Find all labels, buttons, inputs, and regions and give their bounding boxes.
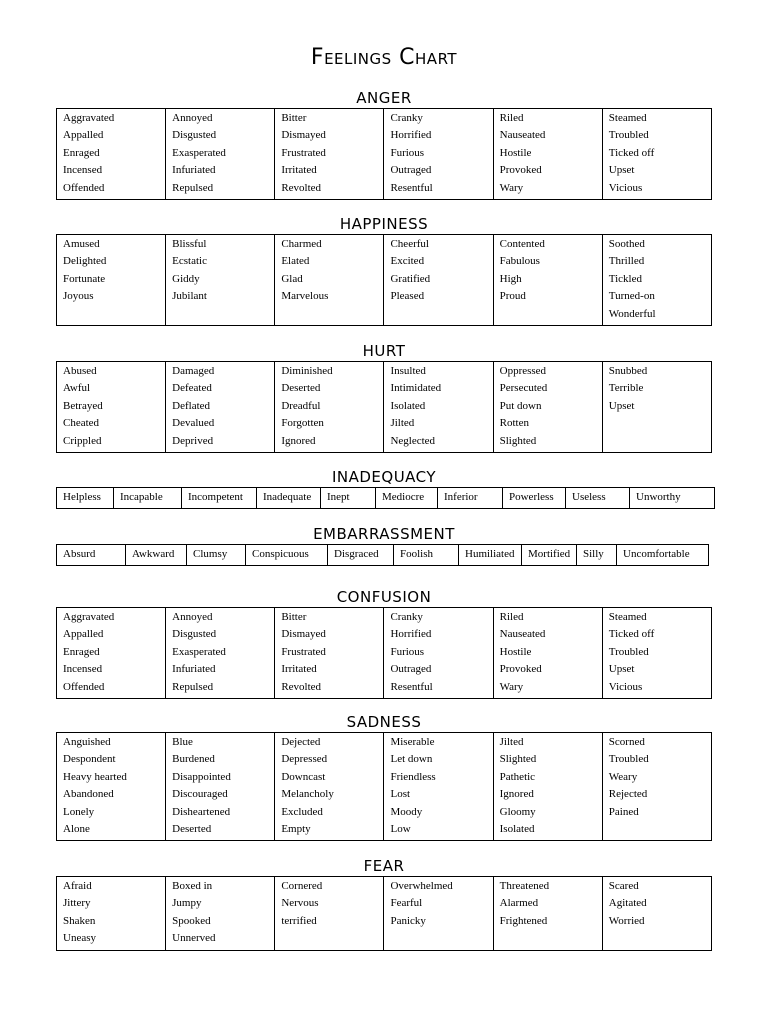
table-cell — [57, 109, 166, 200]
feeling-word: Uneasy — [63, 932, 96, 945]
feeling-word: Hostile — [499, 146, 532, 159]
feeling-word: Inferior — [438, 488, 503, 509]
feeling-word: Jilted — [390, 417, 415, 430]
feeling-word: Diminished — [281, 365, 333, 377]
feeling-word: Disappointed — [172, 770, 231, 783]
feeling-word: Awful — [63, 382, 91, 395]
feeling-word: Dismayed — [281, 129, 326, 142]
feeling-word: Worried — [608, 914, 645, 927]
happiness-table — [56, 234, 712, 326]
feeling-word: Enraged — [63, 645, 100, 658]
feeling-word: Unnerved — [172, 932, 216, 945]
table-row — [57, 877, 712, 951]
table-cell — [493, 109, 602, 200]
feeling-word: Alone — [63, 823, 90, 836]
feeling-word: Awkward — [126, 545, 187, 566]
table-cell — [166, 109, 275, 200]
feeling-word: Oppressed — [499, 365, 547, 377]
feeling-word: Cranky — [390, 611, 423, 623]
table-cell — [57, 733, 166, 841]
feeling-word: Boxed in — [172, 880, 213, 892]
feeling-word: Wonderful — [608, 307, 656, 320]
feeling-word: Pleased — [390, 290, 425, 303]
table-cell — [384, 362, 493, 453]
feeling-word: Isolated — [499, 823, 535, 836]
feeling-word: Infuriated — [172, 164, 216, 177]
feeling-word: Thrilled — [608, 255, 645, 268]
table-cell — [602, 877, 711, 951]
feeling-word: Dreadful — [281, 399, 321, 412]
feeling-word: Elated — [281, 255, 310, 268]
feeling-word: Helpless — [57, 488, 114, 509]
feeling-word: Irritated — [281, 663, 317, 676]
feeling-word: Threatened — [499, 880, 550, 892]
table-cell — [602, 235, 711, 326]
feeling-word: High — [499, 272, 522, 285]
feeling-word: Jubilant — [172, 290, 207, 303]
feeling-word: Nauseated — [499, 628, 546, 641]
section-heading-inadequacy: INADEQUACY — [331, 468, 437, 486]
feeling-word: Dejected — [281, 736, 321, 748]
section-heading-hurt: HURT — [362, 342, 406, 360]
feeling-word: Charmed — [281, 238, 322, 250]
section-heading-sadness: SADNESS — [346, 713, 422, 731]
feeling-word: terrified — [281, 914, 317, 927]
page-title: Feelings Chart — [310, 45, 458, 70]
feeling-word: Troubled — [608, 753, 649, 766]
section-heading-embarrassment: EMBARRASSMENT — [313, 525, 455, 543]
feeling-word: Burdened — [172, 753, 215, 766]
feeling-word: Deflated — [172, 399, 211, 412]
feeling-word: Upset — [608, 164, 635, 177]
feeling-word: Slighted — [499, 753, 537, 766]
feeling-word: Overwhelmed — [390, 880, 453, 892]
table-cell — [57, 235, 166, 326]
feeling-word: Inept — [321, 488, 376, 509]
table-cell — [602, 109, 711, 200]
feeling-word: Afraid — [63, 880, 92, 892]
table-cell — [493, 877, 602, 951]
feeling-word: Jilted — [499, 736, 524, 748]
feeling-word: Ecstatic — [172, 255, 207, 268]
feeling-word: Pathetic — [499, 770, 536, 783]
feeling-word: Proud — [499, 290, 526, 303]
table-cell — [384, 877, 493, 951]
feeling-word: Despondent — [63, 753, 116, 766]
feeling-word: Silly — [577, 545, 617, 566]
feeling-word: Incensed — [63, 663, 103, 676]
feeling-word: Gloomy — [499, 805, 536, 818]
feeling-word: Frightened — [499, 914, 548, 927]
feeling-word: Put down — [499, 399, 542, 412]
confusion-table — [56, 607, 712, 699]
table-cell — [275, 109, 384, 200]
feeling-word: Outraged — [390, 164, 432, 177]
feeling-word: Deprived — [172, 434, 214, 447]
feeling-word: Upset — [608, 399, 635, 412]
feeling-word: Miserable — [390, 736, 435, 748]
feeling-word: Scorned — [608, 736, 645, 748]
feeling-word: Deserted — [172, 823, 212, 836]
feeling-word: Unworthy — [630, 488, 715, 509]
table-cell — [493, 235, 602, 326]
table-cell — [166, 608, 275, 699]
feeling-word: Lonely — [63, 805, 95, 818]
table-cell — [275, 608, 384, 699]
feeling-word: Wary — [499, 181, 524, 194]
feeling-word: Horrified — [390, 628, 432, 641]
feeling-word: Isolated — [390, 399, 426, 412]
table-cell — [57, 877, 166, 951]
feeling-word: Powerless — [503, 488, 566, 509]
feeling-word: Provoked — [499, 164, 542, 177]
table-row — [57, 235, 712, 326]
feeling-word: Disheartened — [172, 805, 231, 818]
feeling-word: Ignored — [499, 788, 534, 801]
feeling-word: Discouraged — [172, 788, 228, 801]
section-heading-anger: ANGER — [356, 89, 412, 107]
feeling-word: Mortified — [522, 545, 577, 566]
feeling-word: Furious — [390, 146, 425, 159]
table-cell — [275, 235, 384, 326]
feeling-word: Appalled — [63, 129, 104, 142]
feeling-word: Rejected — [608, 788, 648, 801]
fear-table — [56, 876, 712, 951]
feeling-word: Abandoned — [63, 788, 114, 801]
feeling-word: Frustrated — [281, 645, 326, 658]
feeling-word: Incensed — [63, 164, 103, 177]
feeling-word: Steamed — [608, 112, 647, 124]
feeling-word: Excited — [390, 255, 425, 268]
feeling-word: Jumpy — [172, 897, 202, 910]
feeling-word: Aggravated — [63, 611, 115, 623]
feeling-word: Annoyed — [172, 112, 213, 124]
feeling-word: Panicky — [390, 914, 426, 927]
table-row — [57, 608, 712, 699]
feeling-word: Heavy hearted — [63, 770, 127, 783]
feeling-word: Foolish — [394, 545, 459, 566]
feeling-word: Excluded — [281, 805, 323, 818]
feeling-word: Repulsed — [172, 680, 214, 693]
table-cell — [493, 733, 602, 841]
feeling-word: Enraged — [63, 146, 100, 159]
feeling-word: Humiliated — [459, 545, 522, 566]
table-cell — [493, 362, 602, 453]
feeling-word: Fearful — [390, 897, 423, 910]
feeling-word: Cornered — [281, 880, 323, 892]
feeling-word: Slighted — [499, 434, 537, 447]
table-cell — [166, 733, 275, 841]
feeling-word: Tickled — [608, 272, 642, 285]
feeling-word: Blissful — [172, 238, 207, 250]
feeling-word: Jittery — [63, 897, 91, 910]
section-heading-happiness: HAPPINESS — [339, 215, 429, 233]
feeling-word: Bitter — [281, 112, 307, 124]
feeling-word: Let down — [390, 753, 433, 766]
feeling-word: Pained — [608, 805, 639, 818]
section-heading-fear: FEAR — [363, 857, 405, 875]
feeling-word: Ignored — [281, 434, 316, 447]
feeling-word: Intimidated — [390, 382, 442, 395]
feeling-word: Aggravated — [63, 112, 115, 124]
feeling-word: Conspicuous — [246, 545, 328, 566]
feeling-word: Neglected — [390, 434, 436, 447]
feeling-word: Moody — [390, 805, 423, 818]
embarrassment-table — [56, 544, 709, 566]
feeling-word: Incapable — [114, 488, 182, 509]
feeling-word: Disgusted — [172, 129, 217, 142]
feeling-word: Nauseated — [499, 129, 546, 142]
feeling-word: Damaged — [172, 365, 215, 377]
feeling-word: Horrified — [390, 129, 432, 142]
feeling-word: Scared — [608, 880, 639, 892]
feeling-word: Annoyed — [172, 611, 213, 623]
table-cell — [602, 608, 711, 699]
feeling-word: Bitter — [281, 611, 307, 623]
table-cell — [166, 362, 275, 453]
inadequacy-table — [56, 487, 715, 509]
feeling-word: Outraged — [390, 663, 432, 676]
feeling-word: Nervous — [281, 897, 319, 910]
feeling-word: Anguished — [63, 736, 111, 748]
feeling-word: Exasperated — [172, 645, 226, 658]
feeling-word: Vicious — [608, 181, 643, 194]
feeling-word: Riled — [499, 112, 524, 124]
table-cell — [57, 608, 166, 699]
feeling-word: Glad — [281, 272, 303, 285]
feeling-word: Lost — [390, 788, 411, 801]
feeling-word: Blue — [172, 736, 193, 748]
feeling-word: Irritated — [281, 164, 317, 177]
table-cell — [493, 608, 602, 699]
feeling-word: Turned-on — [608, 290, 655, 303]
table-cell — [166, 877, 275, 951]
feeling-word: Disgusted — [172, 628, 217, 641]
feeling-word: Appalled — [63, 628, 104, 641]
feeling-word: Riled — [499, 611, 524, 623]
section-heading-confusion: CONFUSION — [336, 588, 432, 606]
feeling-word: Uncomfortable — [617, 545, 709, 566]
table-cell — [57, 362, 166, 453]
feeling-word: Defeated — [172, 382, 212, 395]
feeling-word: Joyous — [63, 290, 94, 303]
feeling-word: Cheerful — [390, 238, 429, 250]
table-row — [57, 362, 712, 453]
feeling-word: Alarmed — [499, 897, 539, 910]
feeling-word: Fabulous — [499, 255, 540, 268]
feeling-word: Abused — [63, 365, 97, 377]
feeling-word: Vicious — [608, 680, 643, 693]
feeling-word: Resentful — [390, 680, 433, 693]
feeling-word: Repulsed — [172, 181, 214, 194]
table-row — [57, 109, 712, 200]
feeling-word: Persecuted — [499, 382, 548, 395]
table-cell — [384, 235, 493, 326]
table-cell — [602, 362, 711, 453]
feeling-word: Crippled — [63, 434, 102, 447]
feeling-word: Snubbed — [608, 365, 648, 377]
table-cell — [275, 362, 384, 453]
feeling-word: Shaken — [63, 914, 96, 927]
feeling-word: Depressed — [281, 753, 328, 766]
feeling-word: Troubled — [608, 645, 649, 658]
feeling-word: Devalued — [172, 417, 215, 430]
feeling-word: Ticked off — [608, 628, 655, 641]
feeling-word: Forgotten — [281, 417, 324, 430]
feeling-word: Offended — [63, 181, 105, 194]
feeling-word: Exasperated — [172, 146, 226, 159]
feeling-word: Clumsy — [187, 545, 246, 566]
feeling-word: Giddy — [172, 272, 200, 285]
feeling-word: Resentful — [390, 181, 433, 194]
feeling-word: Terrible — [608, 382, 644, 395]
feeling-word: Downcast — [281, 770, 326, 783]
feeling-word: Friendless — [390, 770, 436, 783]
feeling-word: Frustrated — [281, 146, 326, 159]
table-cell — [384, 733, 493, 841]
feeling-word: Amused — [63, 238, 100, 250]
hurt-table — [56, 361, 712, 453]
feeling-word: Soothed — [608, 238, 645, 250]
table-cell — [275, 877, 384, 951]
feeling-word: Wary — [499, 680, 524, 693]
feeling-word: Gratified — [390, 272, 431, 285]
feeling-word: Disgraced — [328, 545, 394, 566]
feeling-word: Fortunate — [63, 272, 106, 285]
feeling-word: Betrayed — [63, 399, 103, 412]
table-row — [57, 545, 709, 566]
feeling-word: Provoked — [499, 663, 542, 676]
table-cell — [275, 733, 384, 841]
feeling-word: Dismayed — [281, 628, 326, 641]
feeling-word: Revolted — [281, 181, 322, 194]
feeling-word: Absurd — [57, 545, 126, 566]
table-row — [57, 488, 715, 509]
feeling-word: Empty — [281, 823, 311, 836]
table-cell — [602, 733, 711, 841]
table-cell — [384, 109, 493, 200]
feeling-word: Useless — [566, 488, 630, 509]
feeling-word: Deserted — [281, 382, 321, 395]
feeling-word: Hostile — [499, 645, 532, 658]
anger-table — [56, 108, 712, 200]
sadness-table — [56, 732, 712, 841]
feeling-word: Spooked — [172, 914, 211, 927]
feeling-word: Cranky — [390, 112, 423, 124]
feeling-word: Contented — [499, 238, 545, 250]
feeling-word: Offended — [63, 680, 105, 693]
feeling-word: Revolted — [281, 680, 322, 693]
feeling-word: Melancholy — [281, 788, 334, 801]
feeling-word: Ticked off — [608, 146, 655, 159]
feeling-word: Inadequate — [257, 488, 321, 509]
feeling-word: Cheated — [63, 417, 100, 430]
feeling-word: Weary — [608, 770, 638, 783]
feeling-word: Marvelous — [281, 290, 329, 303]
feeling-word: Infuriated — [172, 663, 216, 676]
feeling-word: Low — [390, 823, 411, 836]
feeling-word: Delighted — [63, 255, 107, 268]
feeling-word: Furious — [390, 645, 425, 658]
feeling-word: Agitated — [608, 897, 647, 910]
feeling-word: Mediocre — [376, 488, 438, 509]
feeling-word: Upset — [608, 663, 635, 676]
feeling-word: Insulted — [390, 365, 426, 377]
feeling-word: Rotten — [499, 417, 529, 430]
feeling-word: Incompetent — [182, 488, 257, 509]
feeling-word: Troubled — [608, 129, 649, 142]
table-cell — [384, 608, 493, 699]
feeling-word: Steamed — [608, 611, 647, 623]
table-cell — [166, 235, 275, 326]
table-row — [57, 733, 712, 841]
